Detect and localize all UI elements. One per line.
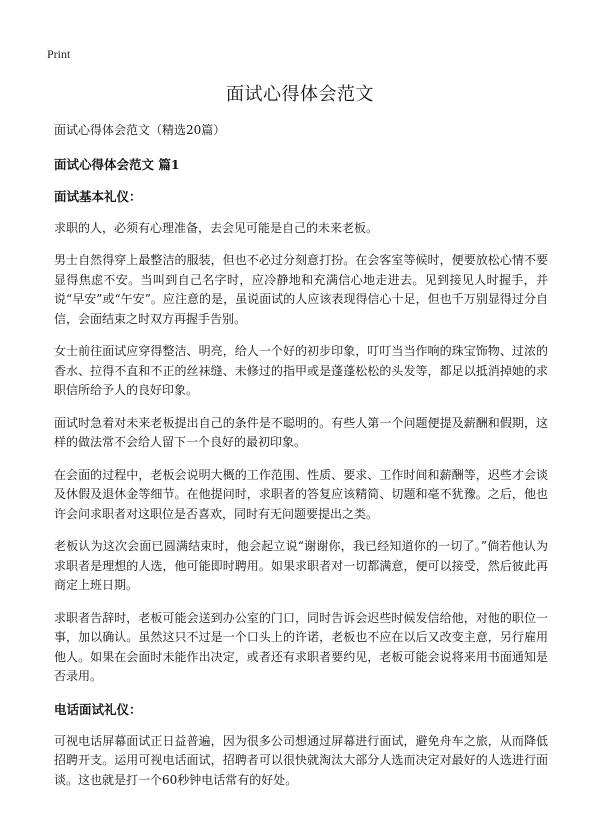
- paragraph: 老板认为这次会面已圆满结束时，他会起立说“谢谢你，我已经知道你的一切了。”倘若他认为求职者是理想的人选，他可能即时聘用。如果求职者对一切都满意，便可以接受，然后彼此再商定上班日期。: [54, 539, 548, 592]
- paragraph: 男士自然得穿上最整洁的服装，但也不必过分刻意打扮。在会客室等候时，便要放松心情不要显得焦虑不安。当叫到自己名字时，应冷静地和充满信心地走进去。见到接见人时握手，并说“早安”或“午安”。应注意的是，虽说面试的人应该表现得信心十足，但也千万别显得过分自信，会面结束之时双方再握手告别。: [54, 253, 548, 326]
- section-heading: 电话面试礼仪：: [54, 701, 142, 717]
- chapter-heading: 面试心得体会范文 篇1: [54, 156, 180, 172]
- article-subtitle: 面试心得体会范文（精选20篇）: [54, 123, 226, 137]
- paragraph: 面试时急着对未来老板提出自己的条件是不聪明的。有些人第一个问题便提及薪酬和假期，这样的做法常不会给人留下一个良好的最初印象。: [54, 415, 548, 449]
- article-body: [54, 121, 548, 803]
- page-title: 面试心得体会范文: [226, 84, 374, 105]
- section-heading: 面试基本礼仪：: [54, 188, 142, 204]
- paragraph: 可视电话屏幕面试正日益普遍，因为很多公司想通过屏幕进行面试，避免舟车之旅，从而降低招聘开支。运用可视电话面试，招聘者可以很快就淘汰大部分人选而决定对最好的人选进行面谈。这也就是打一个60秒钟电话常有的好处。: [54, 733, 548, 787]
- paragraph: 女士前往面试应穿得整洁、明亮，给人一个好的初步印象，叮叮当当作响的珠宝饰物、过浓的香水、拉得不直和不正的丝袜缝、未修过的指甲或是蓬蓬松松的头发等，都足以抵消掉她的求职信所给予人的良好印象。: [54, 344, 548, 397]
- print-link[interactable]: Print: [47, 47, 71, 61]
- paragraph: 求职者告辞时，老板可能会送到办公室的门口，同时告诉会迟些时候发信给他，对他的职位一事，加以确认。虽然这只不过是一个口头上的许诺，老板也不应在以后又改变主意，另行雇用他人。如果在会面时未能作出决定，或者还有求职者要约见，老板可能会说将来用书面通知是否录用。: [54, 610, 548, 683]
- paragraph: 在会面的过程中，老板会说明大概的工作范围、性质、要求、工作时间和薪酬等，迟些才会谈及休假及退休金等细节。在他提问时，求职者的答复应该精简、切题和毫不犹豫。之后，他也许会问求职者对这职位是否喜欢，同时有无问题要提出之类。: [54, 467, 548, 521]
- paragraph: 求职的人，必须有心理准备，去会见可能是自己的未来老板。: [54, 220, 379, 235]
